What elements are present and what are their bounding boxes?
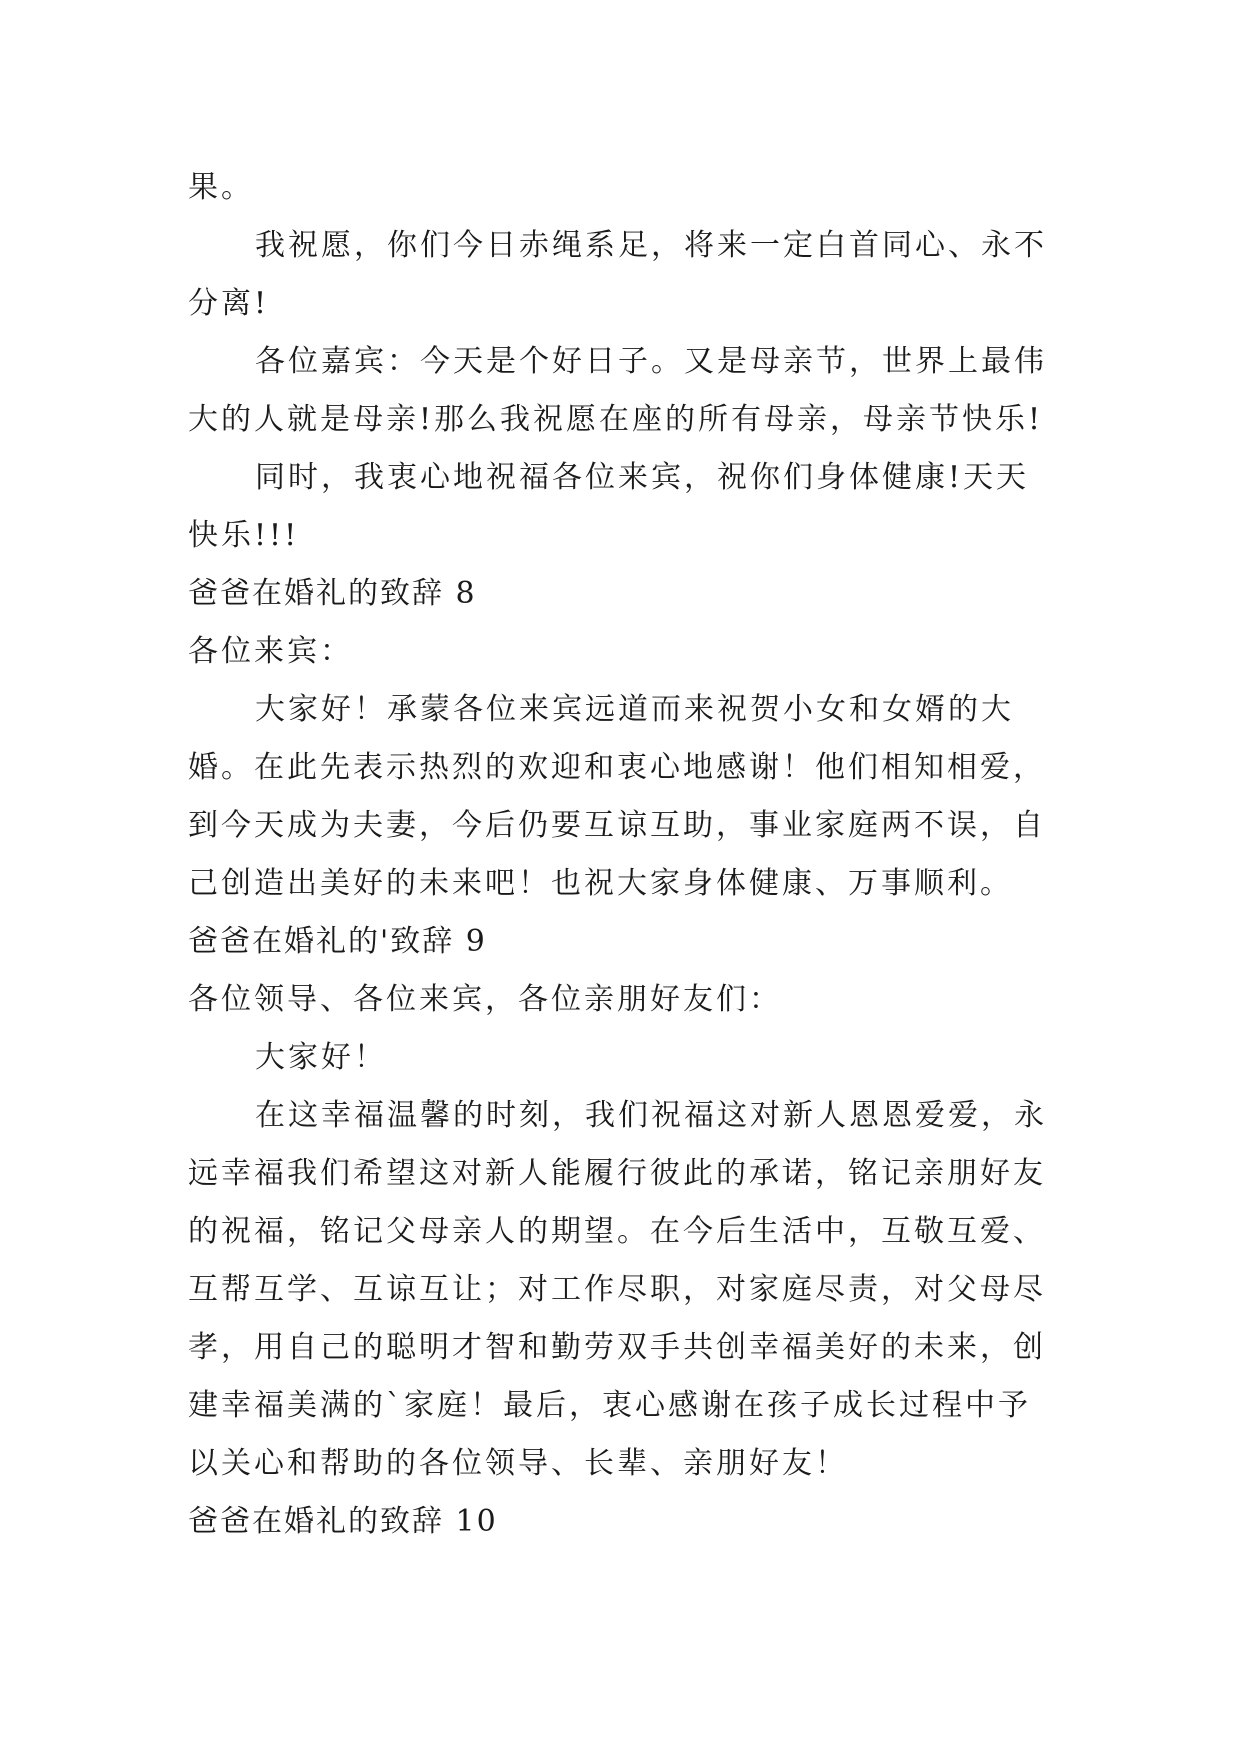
paragraph-line: 建幸福美满的`家庭！最后，衷心感谢在孩子成长过程中予 [188, 1388, 1031, 1423]
paragraph-line: 同时，我衷心地祝福各位来宾，祝你们身体健康!天天 [255, 460, 1030, 495]
paragraph-line: 大家好！ [255, 1040, 387, 1075]
paragraph-line: 的祝福，铭记父母亲人的期望。在今后生活中，互敬互爱、 [188, 1214, 1046, 1249]
paragraph-line: 我祝愿，你们今日赤绳系足，将来一定白首同心、永不 [255, 228, 1047, 263]
paragraph-line: 分离! [188, 286, 270, 321]
paragraph-line: 到今天成为夫妻，今后仍要互谅互助，事业家庭两不误，自 [188, 808, 1046, 843]
paragraph-line: 远幸福我们希望这对新人能履行彼此的承诺，铭记亲朋好友 [188, 1156, 1046, 1191]
paragraph-line: 以关心和帮助的各位领导、长辈、亲朋好友！ [188, 1446, 848, 1481]
paragraph-line: 互帮互学、互谅互让；对工作尽职，对家庭尽责，对父母尽 [188, 1272, 1046, 1307]
section-heading: 爸爸在婚礼的致辞 8 [188, 576, 477, 611]
paragraph-line: 己创造出美好的未来吧！也祝大家身体健康、万事顺利。 [188, 866, 1013, 901]
paragraph-line: 婚。在此先表示热烈的欢迎和衷心地感谢！他们相知相爱， [188, 750, 1046, 785]
paragraph-line: 快乐!!! [188, 518, 300, 553]
paragraph-line: 大家好！承蒙各位来宾远道而来祝贺小女和女婿的大 [255, 692, 1014, 727]
paragraph-line: 大的人就是母亲!那么我祝愿在座的所有母亲，母亲节快乐! [188, 402, 1044, 437]
paragraph-line: 在这幸福温馨的时刻，我们祝福这对新人恩恩爱爱，永 [255, 1098, 1047, 1133]
salutation: 各位来宾： [188, 634, 353, 669]
paragraph-line: 果。 [188, 170, 254, 205]
paragraph-line: 孝，用自己的聪明才智和勤劳双手共创幸福美好的未来，创 [188, 1330, 1046, 1365]
section-heading: 爸爸在婚礼的致辞 10 [188, 1504, 498, 1539]
section-heading: 爸爸在婚礼的'致辞 9 [188, 924, 487, 959]
paragraph-line: 各位嘉宾：今天是个好日子。又是母亲节，世界上最伟 [255, 344, 1047, 379]
salutation: 各位领导、各位来宾，各位亲朋好友们： [188, 982, 782, 1017]
